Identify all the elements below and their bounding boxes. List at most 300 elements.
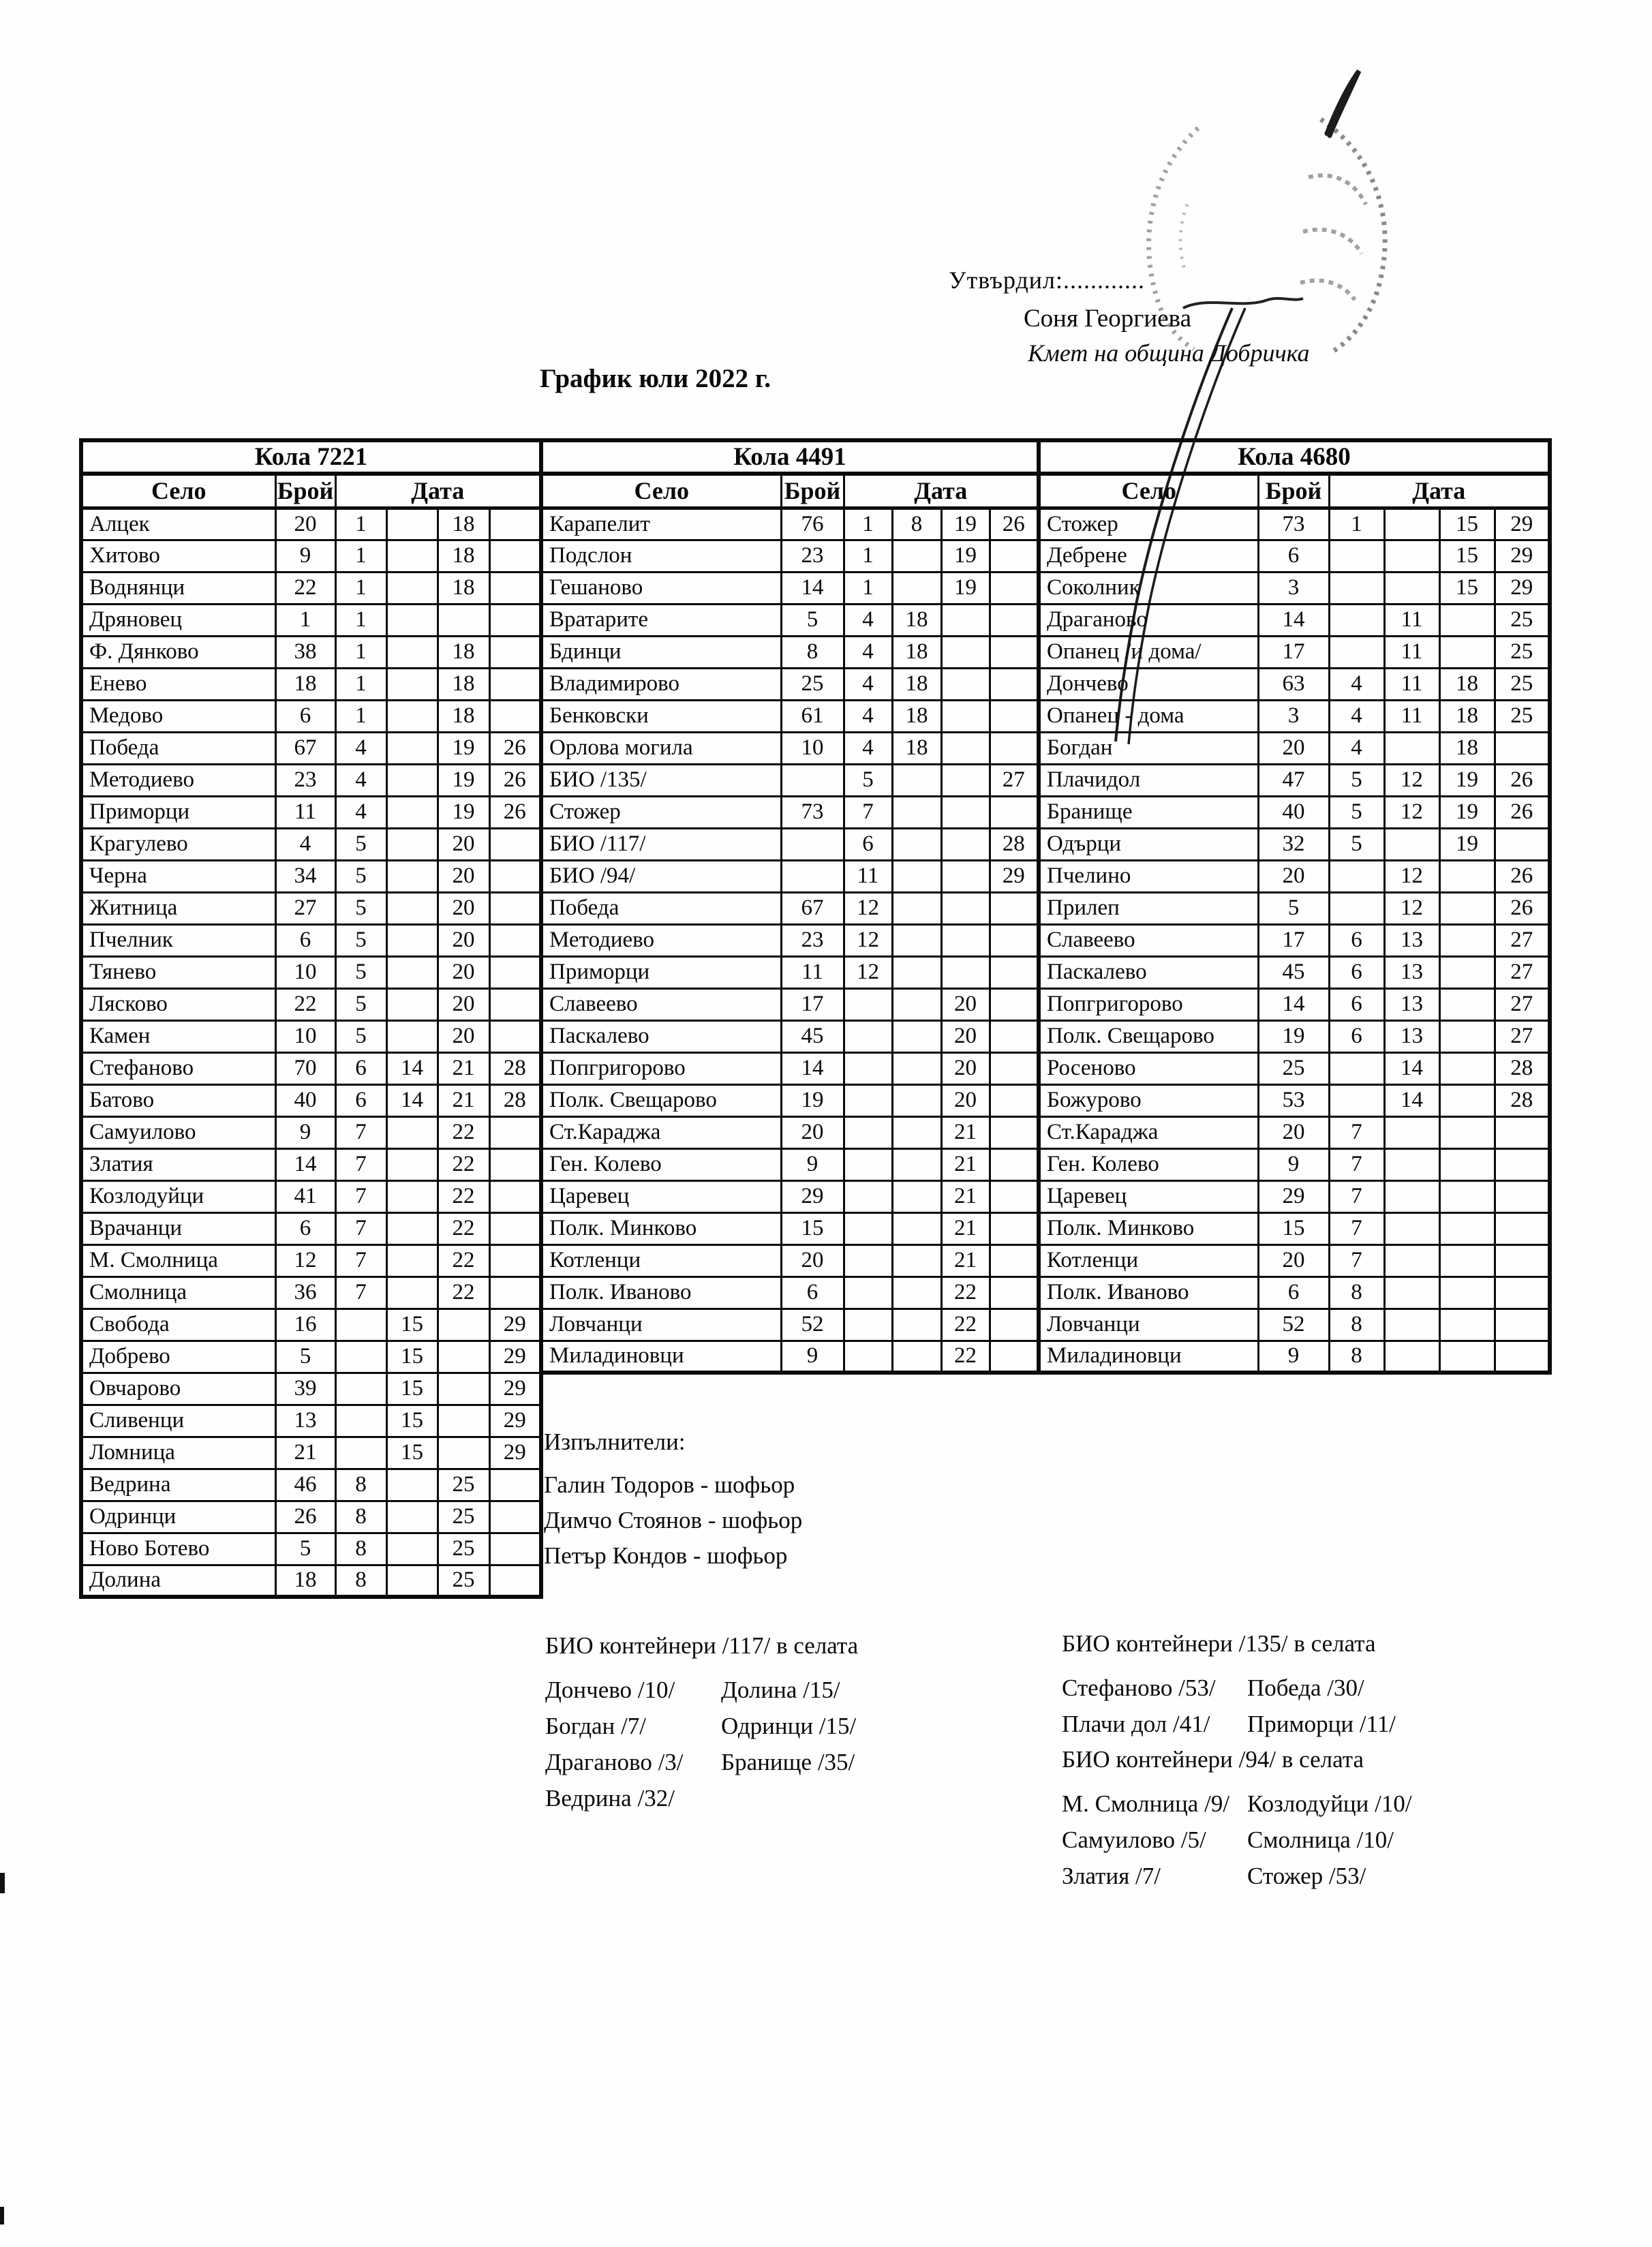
- table-row: [81, 796, 541, 828]
- date-cell: [1495, 1341, 1550, 1373]
- date-cell: [941, 828, 990, 860]
- col-header-count: Брой: [275, 474, 335, 508]
- date-cell: [844, 1084, 892, 1116]
- date-cell: [438, 1437, 489, 1469]
- date-cell: [941, 604, 990, 636]
- date-cell: 1: [844, 508, 892, 540]
- date-cell: [489, 1212, 541, 1244]
- table-row: [541, 604, 1039, 636]
- count-cell: 11: [275, 796, 335, 828]
- table-row: [1039, 764, 1550, 796]
- date-cell: 1: [335, 636, 386, 668]
- date-cell: 19: [941, 508, 990, 540]
- bio-village-item: Долина /15/: [721, 1677, 840, 1703]
- count-cell: 15: [781, 1212, 844, 1244]
- date-cell: 20: [941, 1020, 990, 1052]
- village-cell: Крагулево: [81, 828, 275, 860]
- count-cell: 12: [275, 1244, 335, 1277]
- village-cell: Плачидол: [1039, 764, 1258, 796]
- date-cell: [386, 1020, 438, 1052]
- date-cell: 7: [1329, 1148, 1384, 1180]
- date-cell: 7: [1329, 1116, 1384, 1148]
- table-row: [541, 1277, 1039, 1309]
- date-cell: [990, 1052, 1039, 1084]
- village-cell: Карапелит: [541, 508, 781, 540]
- date-cell: [990, 924, 1039, 956]
- date-cell: [1384, 540, 1439, 572]
- scan-artifact: [0, 1873, 5, 1893]
- date-cell: 25: [1495, 636, 1550, 668]
- bio-columns: [1062, 1670, 1396, 1742]
- village-cell: Ловчанци: [541, 1309, 781, 1341]
- count-cell: 4: [275, 828, 335, 860]
- date-cell: 20: [438, 924, 489, 956]
- date-cell: 25: [438, 1533, 489, 1565]
- bio-village-item: Козлодуйци /10/: [1247, 1790, 1412, 1817]
- count-cell: 34: [275, 860, 335, 892]
- date-cell: 12: [1384, 860, 1439, 892]
- date-cell: 1: [335, 572, 386, 604]
- date-cell: 25: [1495, 700, 1550, 732]
- village-cell: Полк. Иваново: [541, 1277, 781, 1309]
- date-cell: [892, 1020, 941, 1052]
- count-cell: [781, 860, 844, 892]
- date-cell: [489, 700, 541, 732]
- village-cell: Котленци: [1039, 1244, 1258, 1277]
- count-cell: 10: [275, 956, 335, 988]
- date-cell: 6: [1329, 924, 1384, 956]
- village-cell: Попгригорово: [541, 1052, 781, 1084]
- village-cell: Бдинци: [541, 636, 781, 668]
- count-cell: 45: [781, 1020, 844, 1052]
- date-cell: 20: [941, 1052, 990, 1084]
- table-row: [541, 860, 1039, 892]
- date-cell: 21: [941, 1148, 990, 1180]
- date-cell: 19: [438, 764, 489, 796]
- count-cell: 52: [1258, 1309, 1329, 1341]
- village-cell: Полк. Минково: [541, 1212, 781, 1244]
- count-cell: 26: [275, 1501, 335, 1533]
- date-cell: 6: [1329, 1020, 1384, 1052]
- date-cell: 15: [1439, 540, 1495, 572]
- table-row: [541, 1084, 1039, 1116]
- date-cell: [1439, 604, 1495, 636]
- date-cell: [844, 1116, 892, 1148]
- table-row: [81, 700, 541, 732]
- date-cell: [892, 1277, 941, 1309]
- village-cell: Самуилово: [81, 1116, 275, 1148]
- table-row: [541, 668, 1039, 700]
- date-cell: [489, 1277, 541, 1309]
- village-cell: Ст.Караджа: [541, 1116, 781, 1148]
- date-cell: [1329, 1084, 1384, 1116]
- date-cell: [386, 668, 438, 700]
- date-cell: [1439, 1084, 1495, 1116]
- date-cell: 25: [438, 1565, 489, 1597]
- count-cell: 14: [275, 1148, 335, 1180]
- date-cell: [990, 636, 1039, 668]
- date-cell: 8: [335, 1533, 386, 1565]
- date-cell: 8: [335, 1469, 386, 1501]
- date-cell: [844, 1052, 892, 1084]
- count-cell: 1: [275, 604, 335, 636]
- date-cell: [386, 892, 438, 924]
- village-cell: Козлодуйци: [81, 1180, 275, 1212]
- village-cell: Полк. Свещарово: [1039, 1020, 1258, 1052]
- table-row: [541, 956, 1039, 988]
- date-cell: 21: [941, 1116, 990, 1148]
- schedule-table-3: [1037, 438, 1552, 1375]
- date-cell: 19: [438, 732, 489, 764]
- date-cell: [990, 1148, 1039, 1180]
- bio-column: [1247, 1670, 1396, 1742]
- date-cell: [892, 764, 941, 796]
- date-cell: [1384, 828, 1439, 860]
- date-cell: [941, 668, 990, 700]
- date-cell: 7: [335, 1244, 386, 1277]
- village-cell: Бранище: [1039, 796, 1258, 828]
- date-cell: 15: [1439, 508, 1495, 540]
- date-cell: 8: [892, 508, 941, 540]
- count-cell: 6: [275, 1212, 335, 1244]
- date-cell: 18: [438, 572, 489, 604]
- count-cell: 41: [275, 1180, 335, 1212]
- date-cell: [1439, 956, 1495, 988]
- date-cell: [892, 572, 941, 604]
- date-cell: 18: [1439, 700, 1495, 732]
- date-cell: 19: [941, 540, 990, 572]
- table-row: [1039, 988, 1550, 1020]
- date-cell: [386, 604, 438, 636]
- date-cell: [892, 828, 941, 860]
- date-cell: [386, 1565, 438, 1597]
- count-cell: 70: [275, 1052, 335, 1084]
- count-cell: 20: [781, 1116, 844, 1148]
- village-cell: Царевец: [541, 1180, 781, 1212]
- table-row: [541, 1116, 1039, 1148]
- count-cell: 13: [275, 1405, 335, 1437]
- table-row: [541, 540, 1039, 572]
- date-cell: 4: [844, 636, 892, 668]
- table-row: [1039, 1277, 1550, 1309]
- count-cell: 67: [781, 892, 844, 924]
- date-cell: [489, 540, 541, 572]
- date-cell: [844, 1020, 892, 1052]
- date-cell: [489, 956, 541, 988]
- date-cell: 18: [892, 668, 941, 700]
- date-cell: [990, 988, 1039, 1020]
- village-cell: Котленци: [541, 1244, 781, 1277]
- village-cell: Смолница: [81, 1277, 275, 1309]
- table-row: [81, 668, 541, 700]
- date-cell: 5: [335, 860, 386, 892]
- village-cell: Стожер: [1039, 508, 1258, 540]
- count-cell: 21: [275, 1437, 335, 1469]
- count-cell: 9: [275, 1116, 335, 1148]
- table-row: [541, 828, 1039, 860]
- village-cell: Пчелино: [1039, 860, 1258, 892]
- date-cell: [438, 1309, 489, 1341]
- date-cell: [990, 956, 1039, 988]
- village-cell: Черна: [81, 860, 275, 892]
- table-row: [541, 1341, 1039, 1373]
- date-cell: 4: [1329, 668, 1384, 700]
- village-cell: Попгригорово: [1039, 988, 1258, 1020]
- date-cell: 19: [1439, 796, 1495, 828]
- date-cell: 20: [941, 988, 990, 1020]
- table-row: [81, 1565, 541, 1597]
- village-cell: Дебрене: [1039, 540, 1258, 572]
- date-cell: [386, 508, 438, 540]
- date-cell: [990, 1212, 1039, 1244]
- col-header-village: Село: [81, 474, 275, 508]
- village-cell: Пчелник: [81, 924, 275, 956]
- date-cell: 19: [1439, 828, 1495, 860]
- table-row: [541, 764, 1039, 796]
- bio-village-item: Златия /7/: [1062, 1863, 1161, 1889]
- table-row: [541, 892, 1039, 924]
- page-title: График юли 2022 г.: [540, 364, 771, 393]
- village-cell: Методиево: [81, 764, 275, 796]
- date-cell: [1439, 988, 1495, 1020]
- table-row: [1039, 956, 1550, 988]
- table-row: [1039, 732, 1550, 764]
- table-row: [1039, 1052, 1550, 1084]
- date-cell: 11: [844, 860, 892, 892]
- date-cell: 27: [1495, 924, 1550, 956]
- table-row: [81, 764, 541, 796]
- count-cell: 40: [1258, 796, 1329, 828]
- bio-column: [721, 1672, 856, 1816]
- table-row: [81, 924, 541, 956]
- date-cell: [892, 1116, 941, 1148]
- date-cell: 18: [438, 668, 489, 700]
- bio-column: [1062, 1670, 1247, 1742]
- date-cell: [438, 1373, 489, 1405]
- date-cell: [386, 572, 438, 604]
- date-cell: 29: [489, 1437, 541, 1469]
- table-row: [1039, 828, 1550, 860]
- date-cell: [1439, 1116, 1495, 1148]
- table-row: [1039, 668, 1550, 700]
- table-title: Кола 4680: [1039, 440, 1550, 474]
- date-cell: 1: [844, 572, 892, 604]
- date-cell: [844, 1244, 892, 1277]
- date-cell: 22: [438, 1244, 489, 1277]
- village-cell: Енево: [81, 668, 275, 700]
- count-cell: 40: [275, 1084, 335, 1116]
- count-cell: [781, 828, 844, 860]
- date-cell: 15: [386, 1309, 438, 1341]
- count-cell: 10: [781, 732, 844, 764]
- count-cell: 3: [1258, 572, 1329, 604]
- table-row: [81, 572, 541, 604]
- date-cell: [386, 956, 438, 988]
- table-row: [81, 1052, 541, 1084]
- date-cell: 14: [386, 1052, 438, 1084]
- date-cell: 18: [438, 636, 489, 668]
- table-row: [81, 732, 541, 764]
- table-row: [1039, 540, 1550, 572]
- date-cell: [892, 1052, 941, 1084]
- date-cell: 25: [1495, 604, 1550, 636]
- count-cell: 20: [1258, 1244, 1329, 1277]
- village-cell: Владимирово: [541, 668, 781, 700]
- table-row: [1039, 1309, 1550, 1341]
- date-cell: 8: [335, 1501, 386, 1533]
- date-cell: 21: [941, 1212, 990, 1244]
- date-cell: 20: [438, 1020, 489, 1052]
- date-cell: 29: [489, 1405, 541, 1437]
- village-cell: Ново Ботево: [81, 1533, 275, 1565]
- approved-label: Утвърдил:............: [949, 266, 1146, 294]
- column-header-row: [541, 474, 1039, 508]
- date-cell: 4: [335, 796, 386, 828]
- date-cell: [1384, 1180, 1439, 1212]
- village-cell: Драганово: [1039, 604, 1258, 636]
- village-cell: Воднянци: [81, 572, 275, 604]
- count-cell: 6: [1258, 540, 1329, 572]
- date-cell: [1384, 1341, 1439, 1373]
- date-cell: [1329, 540, 1384, 572]
- village-cell: Батово: [81, 1084, 275, 1116]
- date-cell: [1495, 828, 1550, 860]
- date-cell: 29: [1495, 540, 1550, 572]
- date-cell: [489, 892, 541, 924]
- date-cell: [990, 1116, 1039, 1148]
- date-cell: [892, 860, 941, 892]
- date-cell: [386, 796, 438, 828]
- date-cell: [489, 1020, 541, 1052]
- bio-village-item: Плачи дол /41/: [1062, 1711, 1210, 1737]
- count-cell: 14: [781, 572, 844, 604]
- col-header-count: Брой: [781, 474, 844, 508]
- village-cell: Паскалево: [1039, 956, 1258, 988]
- table-row: [1039, 924, 1550, 956]
- bio-village-item: Драганово /3/: [545, 1749, 684, 1775]
- count-cell: 20: [1258, 860, 1329, 892]
- date-cell: 8: [335, 1565, 386, 1597]
- table-title-row: [81, 440, 541, 474]
- bio-column: [1062, 1786, 1247, 1894]
- date-cell: [892, 956, 941, 988]
- date-cell: [1495, 1212, 1550, 1244]
- date-cell: 13: [1384, 956, 1439, 988]
- date-cell: 7: [335, 1212, 386, 1244]
- date-cell: [941, 636, 990, 668]
- date-cell: [844, 988, 892, 1020]
- date-cell: 22: [941, 1277, 990, 1309]
- date-cell: [1495, 1244, 1550, 1277]
- date-cell: 12: [1384, 764, 1439, 796]
- table-row: [1039, 700, 1550, 732]
- date-cell: 22: [438, 1180, 489, 1212]
- date-cell: [1439, 1212, 1495, 1244]
- schedule-table-1: [79, 438, 543, 1599]
- date-cell: [489, 924, 541, 956]
- village-cell: Ген. Колево: [541, 1148, 781, 1180]
- date-cell: 12: [1384, 796, 1439, 828]
- village-cell: Сливенци: [81, 1405, 275, 1437]
- count-cell: 6: [1258, 1277, 1329, 1309]
- date-cell: [489, 508, 541, 540]
- date-cell: 12: [844, 924, 892, 956]
- village-cell: Соколник: [1039, 572, 1258, 604]
- village-cell: Полк. Иваново: [1039, 1277, 1258, 1309]
- date-cell: [892, 1084, 941, 1116]
- date-cell: 28: [489, 1084, 541, 1116]
- table-row: [541, 796, 1039, 828]
- count-cell: 20: [781, 1244, 844, 1277]
- date-cell: [335, 1405, 386, 1437]
- count-cell: 52: [781, 1309, 844, 1341]
- date-cell: 8: [1329, 1309, 1384, 1341]
- village-cell: БИО /94/: [541, 860, 781, 892]
- date-cell: [990, 540, 1039, 572]
- date-cell: 4: [1329, 732, 1384, 764]
- village-cell: Росеново: [1039, 1052, 1258, 1084]
- village-cell: Златия: [81, 1148, 275, 1180]
- date-cell: [386, 828, 438, 860]
- date-cell: 7: [335, 1180, 386, 1212]
- count-cell: 5: [275, 1341, 335, 1373]
- bio-village-item: Стожер /53/: [1247, 1863, 1366, 1889]
- date-cell: [1439, 1309, 1495, 1341]
- table-row: [81, 1437, 541, 1469]
- table-row: [81, 1277, 541, 1309]
- date-cell: 28: [489, 1052, 541, 1084]
- bio-village-item: Смолница /10/: [1247, 1826, 1394, 1853]
- executor-item: Галин Тодоров - шофьор: [544, 1471, 795, 1498]
- date-cell: [990, 1180, 1039, 1212]
- count-cell: [781, 764, 844, 796]
- date-cell: [386, 1148, 438, 1180]
- date-cell: 20: [438, 988, 489, 1020]
- table-row: [81, 1501, 541, 1533]
- village-cell: Алцек: [81, 508, 275, 540]
- date-cell: [489, 860, 541, 892]
- date-cell: 26: [489, 732, 541, 764]
- bio-village-item: Победа /30/: [1247, 1675, 1364, 1701]
- date-cell: [1439, 924, 1495, 956]
- date-cell: [990, 1341, 1039, 1373]
- bio-village-item: Бранище /35/: [721, 1749, 855, 1775]
- date-cell: [844, 1309, 892, 1341]
- village-cell: Вратарите: [541, 604, 781, 636]
- table-row: [81, 1180, 541, 1212]
- village-cell: Ст.Караджа: [1039, 1116, 1258, 1148]
- col-header-count: Брой: [1258, 474, 1329, 508]
- village-cell: Добрево: [81, 1341, 275, 1373]
- table-row: [1039, 892, 1550, 924]
- date-cell: [489, 1180, 541, 1212]
- date-cell: 26: [1495, 764, 1550, 796]
- count-cell: 36: [275, 1277, 335, 1309]
- stamp-left-inner: [1180, 204, 1187, 273]
- date-cell: 6: [1329, 956, 1384, 988]
- date-cell: 1: [335, 668, 386, 700]
- date-cell: [438, 1341, 489, 1373]
- date-cell: 18: [892, 636, 941, 668]
- count-cell: 67: [275, 732, 335, 764]
- table-row: [81, 988, 541, 1020]
- date-cell: [1384, 1309, 1439, 1341]
- village-cell: Паскалево: [541, 1020, 781, 1052]
- date-cell: 26: [489, 796, 541, 828]
- date-cell: 26: [1495, 796, 1550, 828]
- date-cell: [892, 1309, 941, 1341]
- date-cell: 15: [386, 1405, 438, 1437]
